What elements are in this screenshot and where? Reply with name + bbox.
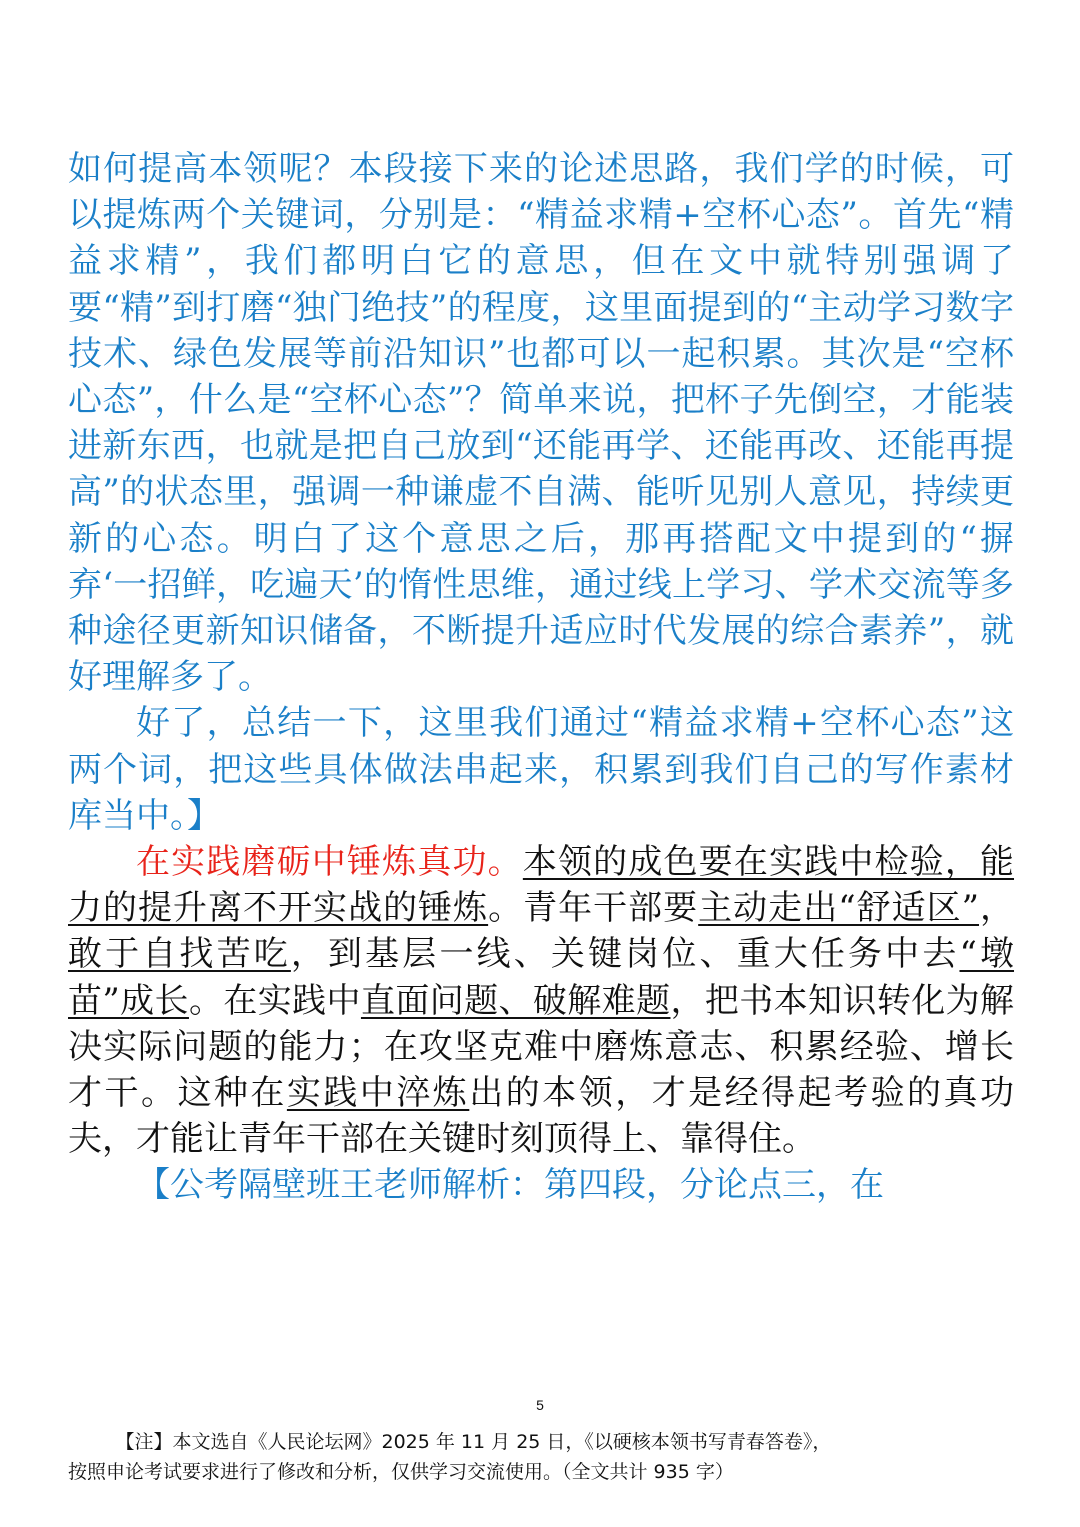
underlined-phrase: 实践中淬炼 bbox=[286, 1073, 470, 1114]
essay-paragraph bbox=[68, 839, 1014, 1162]
text-run: 。青年干部要 bbox=[488, 888, 699, 929]
underlined-phrase: 本领的成色要在实践中检验，能力的提升离不开实战的锤炼 bbox=[68, 842, 1015, 929]
analysis-paragraph-3: 【公考隔壁班王老师解析：第四段，分论点三，在 bbox=[136, 1165, 884, 1206]
footnote-line-2: 按照申论考试要求进行了修改和分析，仅供学习交流使用。（全文共计 935 字） bbox=[68, 1461, 734, 1483]
main-text bbox=[68, 146, 1014, 1209]
page-number: 5 bbox=[536, 1397, 544, 1413]
text-run: 。在实践中 bbox=[188, 980, 361, 1021]
footnote bbox=[68, 1427, 1014, 1487]
text-run: ，把书本知识转化为解决实际问题的能力；在攻坚克难中磨炼意志、积累经验、增长才干。这种在 bbox=[68, 980, 1015, 1114]
section-heading: 在实践磨砺中锤炼真功。 bbox=[136, 842, 523, 883]
text-run: 出的本领，才是经得起考验的真功夫，才能让青年干部在关键时刻顶得上、靠得住。 bbox=[68, 1073, 1015, 1160]
analysis-paragraph-1: 如何提高本领呢？本段接下来的论述思路，我们学的时候，可以提炼两个关键词，分别是：“精益求精+空杯心态”。首先“精益求精”，我们都明白它的意思，但在文中就特别强调了要“精”到打磨“独门绝技”的程度，这里面提到的“主动学习数字技术、绿色发展等前沿知识”也都可以一起积累。其次是“空杯心态”，什么是“空杯心态”？简单来说，把杯子先倒空，才能装进新东西，也就是把自己放到“还能再学、还能再改、还能再提高”的状态里，强调一种谦虚不自满、能听见别人意见，持续更新的心态。明白了这个意思之后，那再搭配文中提到的“摒弃‘一招鲜，吃遍天’的惰性思维，通过线上学习、学术交流等多种途径更新知识储备，不断提升适应时代发展的综合素养”，就好理解多了。 bbox=[68, 149, 1014, 698]
text-run: ，到基层一线、关键岗位、重大任务中去 bbox=[290, 934, 960, 975]
text-run: ， bbox=[979, 888, 1015, 929]
underlined-phrase: “墩苗”成长 bbox=[68, 934, 1015, 1021]
underlined-phrase: 直面问题、破解难题 bbox=[360, 980, 671, 1021]
underlined-phrase: 敢于自找苦吃 bbox=[68, 934, 291, 975]
footnote-line-1: 【注】本文选自《人民论坛网》2025 年 11 月 25 日，《以硬核本领书写青春答卷》， bbox=[115, 1431, 832, 1453]
analysis-paragraph-2: 好了，总结一下，这里我们通过“精益求精+空杯心态”这两个词，把这些具体做法串起来，积累到我们自己的写作素材库当中。】 bbox=[68, 703, 1014, 836]
underlined-phrase: 主动走出“舒适区” bbox=[698, 888, 980, 929]
